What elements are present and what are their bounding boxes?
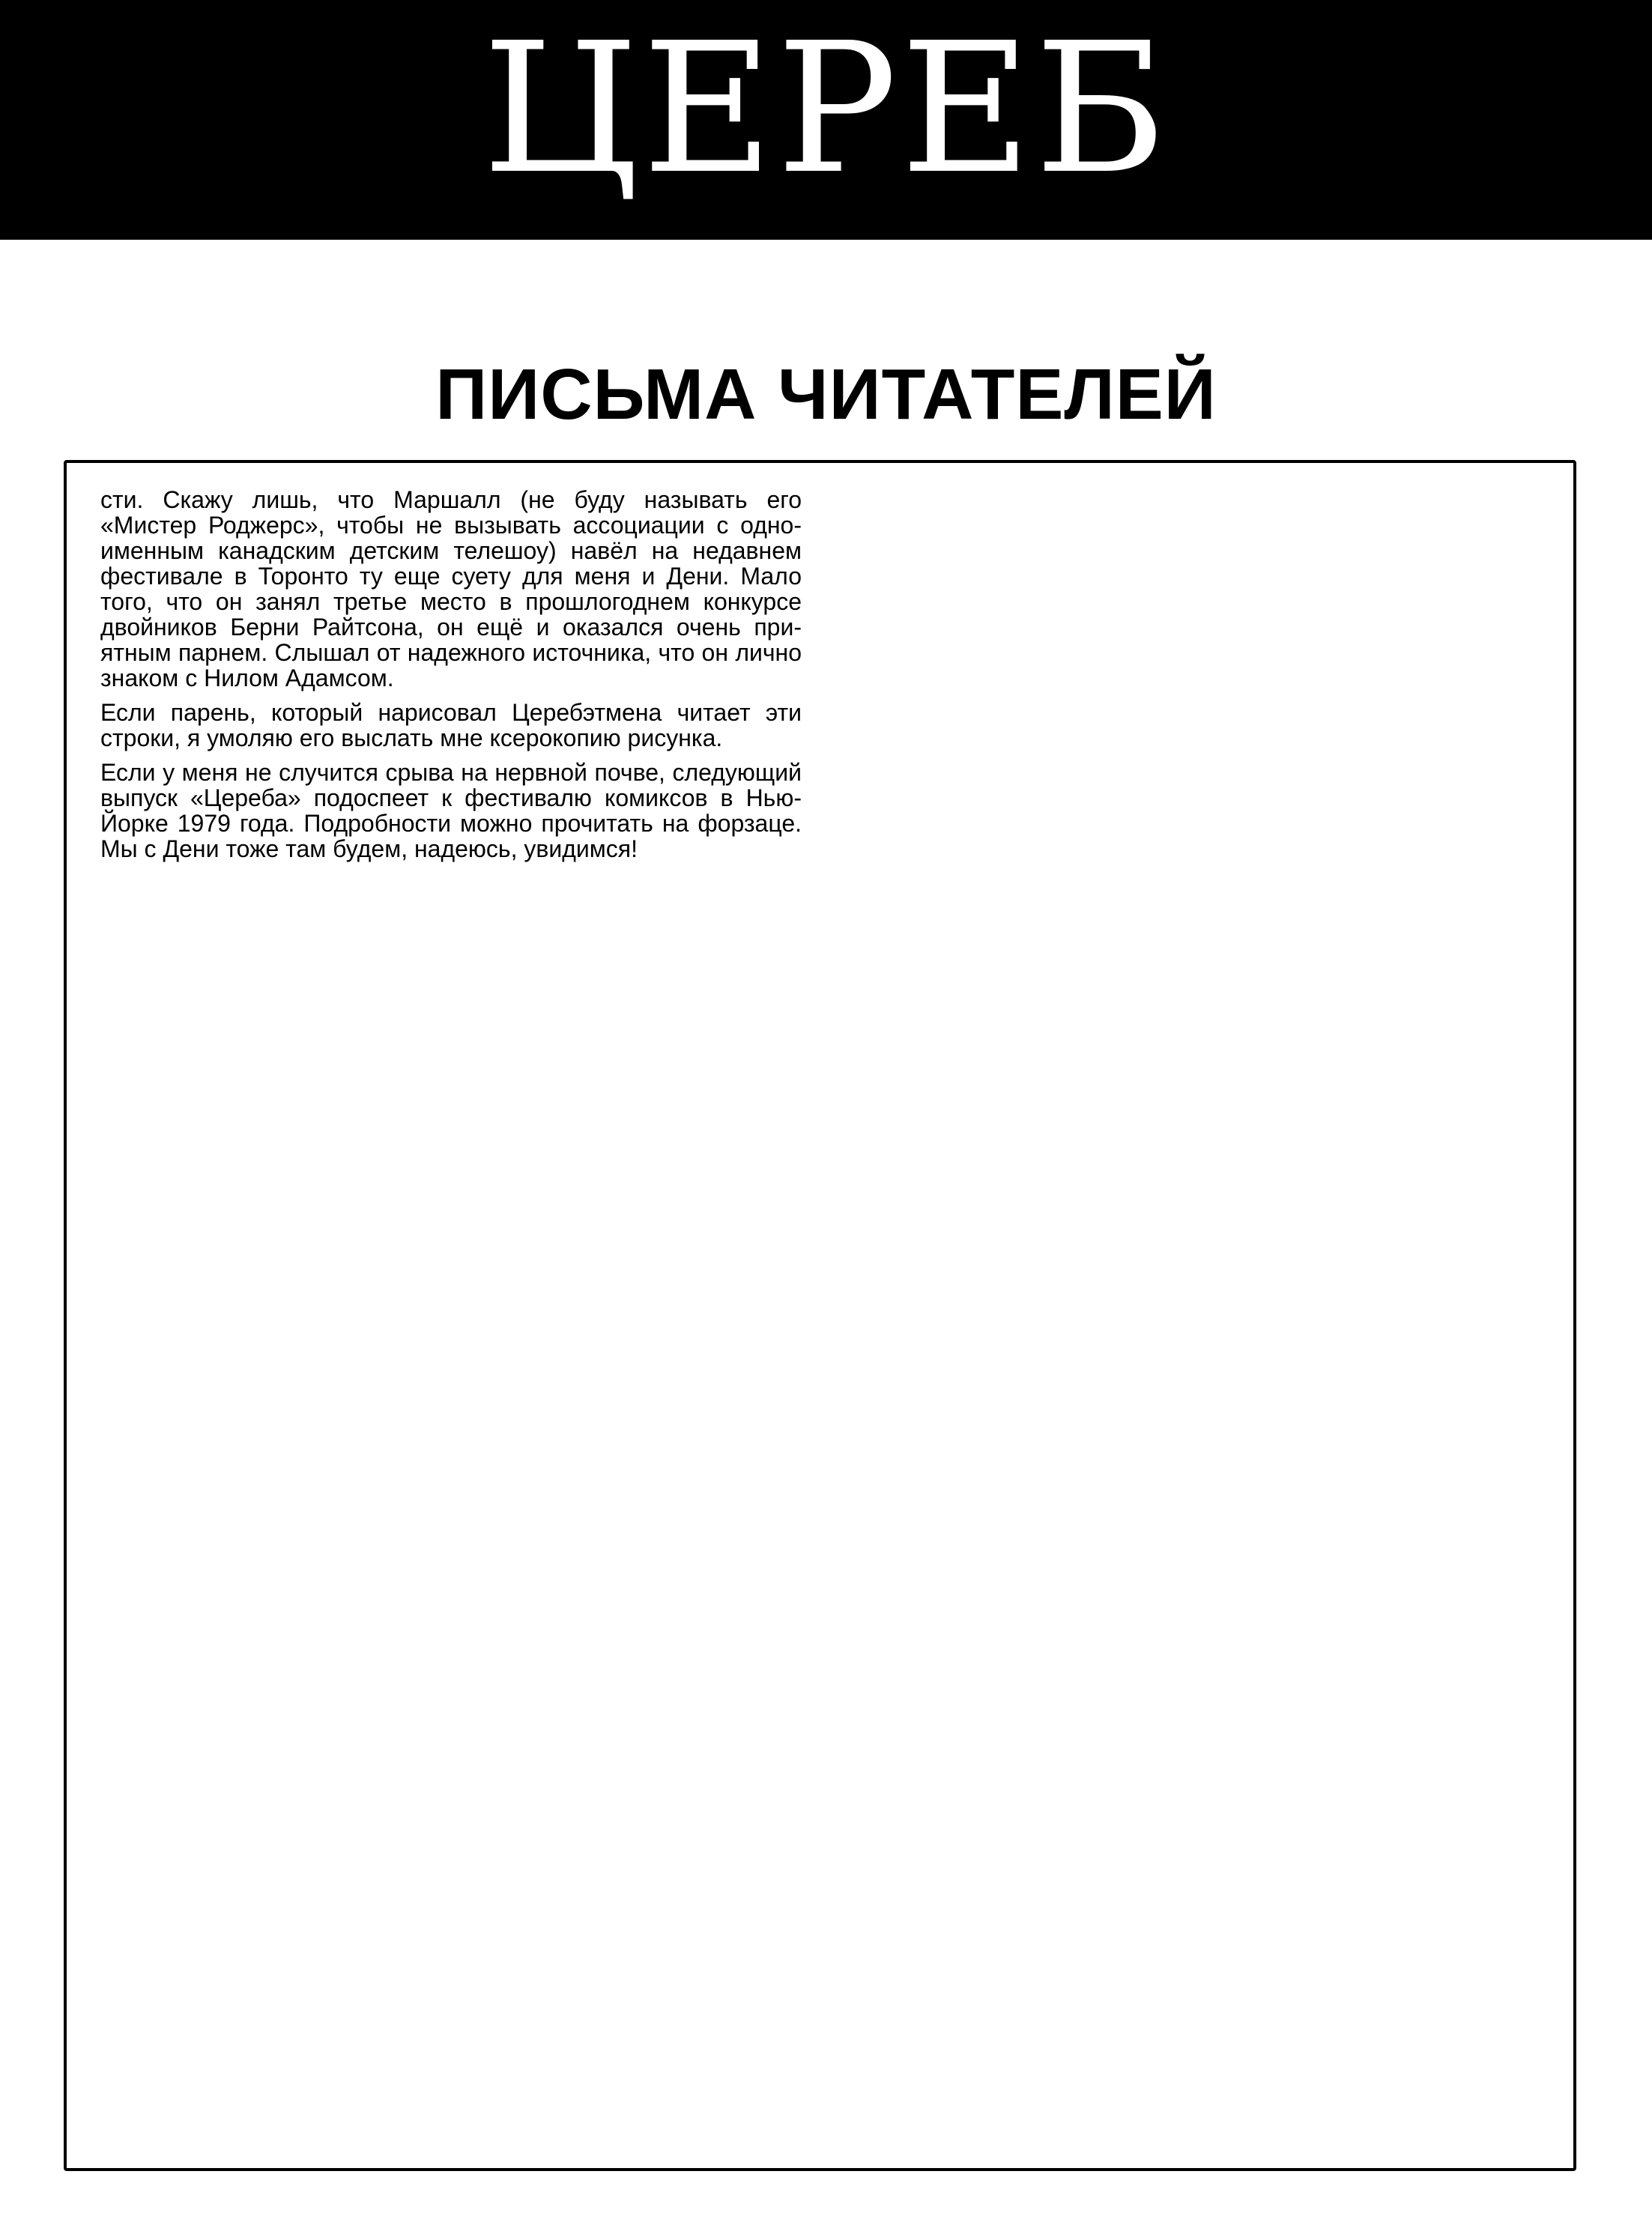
page-title: ПИСЬМА ЧИТАТЕЛЕЙ <box>435 354 1217 435</box>
letter-paragraph-1: сти. Скажу лишь, что Маршалл (не буду называть его «Мистер Роджерс», чтобы не вызывать ассоциации с одноименным канадским детским телешоу) навёл на недавнем фестивале в Торонто ту еще суету для меня и Дени. Мало того, что он занял третье место в прошлогоднем конкурсе двойников Берни Райтсона, он ещё и оказался очень приятным парнем. Слышал от надежного источника, что он лично знаком с Нилом Адамсом. <box>100 486 802 691</box>
letters-panel <box>64 460 1576 2171</box>
masthead-banner <box>0 0 1652 240</box>
cerebus-logo: ЦЕРЕБ <box>482 4 1170 214</box>
letters-column <box>100 487 802 871</box>
letter-paragraph-2: Если парень, который нарисовал Церебэтмена читает эти строки, я умоляю его выслать мне ксерокопию рисунка. <box>100 699 802 751</box>
letter-paragraph-3: Если у меня не случится срыва на нервной почве, следующий выпуск «Цереба» подоспеет к фестивалю комиксов в Нью-Йорке 1979 года. Подробности можно прочитать на форзаце. Мы с Дени тоже там будем, надеюсь, увидимся! <box>100 759 802 862</box>
